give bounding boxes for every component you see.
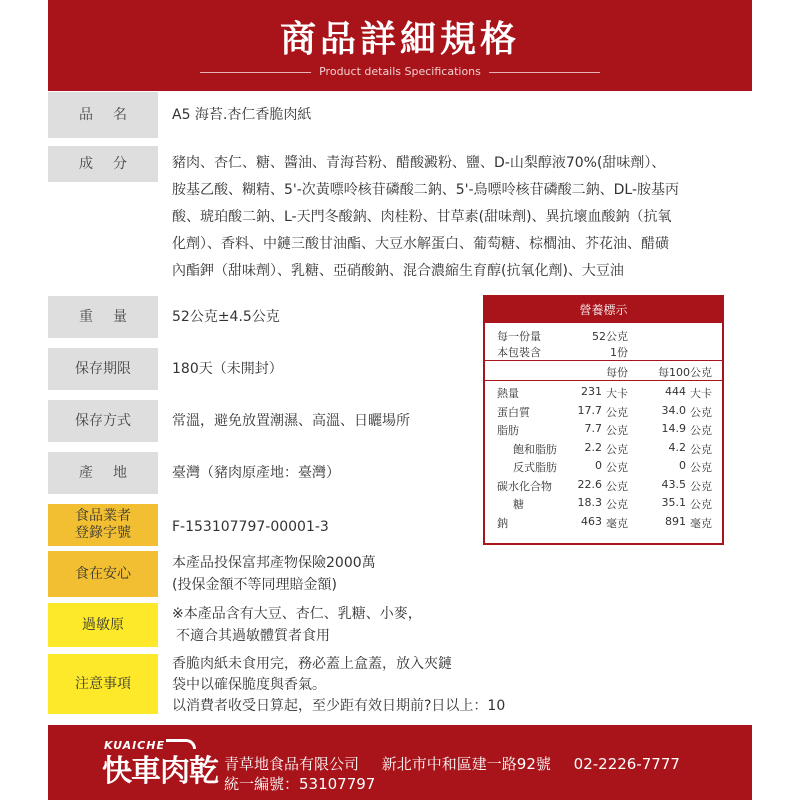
page-subtitle: Product details Specifications bbox=[311, 64, 489, 80]
company-name: 青草地食品有限公司 bbox=[224, 755, 360, 773]
spec-label: 重量 bbox=[48, 296, 158, 338]
company-address: 新北市中和區建一路92號 bbox=[381, 755, 551, 773]
nutrient-per-serving-value: 231 bbox=[581, 385, 602, 398]
spec-row-allergen bbox=[48, 603, 752, 647]
ingredients-line: 酸、琥珀酸二鈉、L-天門冬酸鈉、肉桂粉、甘草素(甜味劑)、異抗壞血酸鈉（抗氧 bbox=[172, 209, 672, 225]
allergen-line: 不適合其過敏體質者食用 bbox=[176, 628, 330, 644]
spec-row-insurance bbox=[48, 551, 752, 597]
spec-value: 180天（未開封） bbox=[172, 361, 283, 377]
nutrient-per-serving-value: 463 bbox=[581, 514, 602, 528]
nutrient-per-100g-unit: 公克 bbox=[690, 461, 712, 474]
footer-contact bbox=[224, 753, 698, 774]
nutrition-column-headers bbox=[485, 361, 722, 381]
spec-label: 過敏原 bbox=[48, 603, 158, 647]
spec-label bbox=[48, 504, 158, 546]
page-header bbox=[48, 0, 752, 91]
nutrient-per-serving-unit: 公克 bbox=[606, 498, 628, 511]
spec-value: A5 海苔.杏仁香脆肉紙 bbox=[172, 107, 312, 123]
insurance-line: (投保金額不等同理賠金額) bbox=[172, 577, 337, 593]
nutrient-name: 飽和脂肪 bbox=[513, 442, 557, 456]
spec-label: 產地 bbox=[48, 452, 158, 494]
spec-row-name bbox=[48, 92, 752, 138]
ingredients-list bbox=[172, 150, 752, 285]
nutrient-per-100g-unit: 公克 bbox=[690, 424, 712, 437]
spec-label: 食在安心 bbox=[48, 551, 158, 597]
notes-line: 香脆肉紙未食用完，務必蓋上盒蓋，放入夾鏈 bbox=[172, 656, 452, 672]
nutrient-per-100g-unit: 公克 bbox=[690, 479, 712, 493]
nutrient-name: 鈉 bbox=[497, 516, 508, 530]
nutrient-per-serving-unit: 公克 bbox=[606, 424, 628, 437]
nutrient-per-100g-value: 4.2 bbox=[668, 440, 686, 454]
company-tax-id: 統一編號：53107797 bbox=[224, 775, 376, 793]
spec-value: F-153107797-00001-3 bbox=[172, 519, 329, 535]
ingredients-line: 內酯鉀（甜味劑）、乳糖、亞硝酸鈉、混合濃縮生育醇(抗氧化劑)、大豆油 bbox=[172, 263, 624, 279]
col-per-100g: 每100公克 bbox=[658, 366, 712, 379]
nutrient-per-100g-value: 14.9 bbox=[661, 422, 686, 435]
spec-label-line: 食品業者 bbox=[75, 508, 131, 524]
logo-swoosh-icon bbox=[166, 739, 196, 749]
nutrient-per-serving-value: 7.7 bbox=[584, 422, 602, 435]
brand-logo: 快車肉乾 bbox=[102, 754, 218, 789]
nutrient-name: 反式脂肪 bbox=[513, 461, 557, 474]
page-footer bbox=[48, 725, 752, 800]
spec-row-ingredients bbox=[48, 146, 752, 286]
servings-value: 1份 bbox=[610, 346, 628, 359]
nutrient-per-serving-unit: 公克 bbox=[606, 461, 628, 474]
nutrient-per-serving-unit: 公克 bbox=[606, 405, 628, 419]
spec-value bbox=[172, 603, 422, 647]
col-per-serving: 每份 bbox=[606, 366, 628, 379]
spec-value: 常溫，避免放置潮濕、高溫、日曬場所 bbox=[172, 413, 410, 429]
nutrient-name: 蛋白質 bbox=[497, 405, 530, 419]
serving-size-value: 52公克 bbox=[592, 330, 628, 343]
ingredients-line: 化劑）、香料、中鏈三酸甘油酯、大豆水解蛋白、葡萄糖、棕櫚油、芥花油、醋磺 bbox=[172, 236, 669, 252]
allergen-line: ※本產品含有大豆、杏仁、乳糖、小麥， bbox=[172, 606, 422, 622]
spec-value bbox=[172, 654, 505, 717]
nutrient-name: 熱量 bbox=[497, 387, 519, 400]
page-title: 商品詳細規格 bbox=[279, 19, 520, 60]
servings-label: 本包裝含 bbox=[497, 346, 541, 359]
spec-value: 臺灣（豬肉原產地：臺灣） bbox=[172, 465, 340, 481]
nutrient-per-serving-unit: 公克 bbox=[606, 479, 628, 493]
nutrient-per-100g-value: 0 bbox=[679, 459, 686, 472]
spec-label: 保存方式 bbox=[48, 400, 158, 442]
nutrient-per-100g-unit: 大卡 bbox=[690, 387, 712, 400]
nutrient-per-serving-unit: 毫克 bbox=[606, 516, 628, 530]
serving-size-label: 每一份量 bbox=[497, 330, 541, 343]
nutrient-per-serving-value: 0 bbox=[595, 459, 602, 472]
spec-row-notes bbox=[48, 654, 752, 714]
nutrient-per-100g-unit: 公克 bbox=[690, 405, 712, 419]
spec-value: 52公克±4.5公克 bbox=[172, 309, 280, 325]
spec-value bbox=[172, 552, 376, 596]
nutrient-per-serving-value: 17.7 bbox=[577, 403, 602, 417]
nutrient-name: 碳水化合物 bbox=[497, 479, 552, 493]
nutrient-per-100g-value: 35.1 bbox=[661, 496, 686, 509]
nutrition-facts-table bbox=[483, 295, 724, 545]
nutrient-per-100g-unit: 毫克 bbox=[690, 516, 712, 530]
nutrition-title: 營養標示 bbox=[485, 297, 722, 323]
nutrient-per-100g-value: 444 bbox=[665, 385, 686, 398]
company-phone: 02-2226-7777 bbox=[573, 755, 680, 773]
ingredients-line: 胺基乙酸、糊精、5'-次黃嘌呤核苷磷酸二鈉、5'-鳥嘌呤核苷磷酸二鈉、DL-胺基丙 bbox=[172, 182, 679, 198]
nutrition-rows bbox=[485, 381, 722, 543]
nutrient-per-serving-value: 22.6 bbox=[577, 477, 602, 491]
ingredients-line: 豬肉、杏仁、糖、醬油、青海苔粉、醋酸澱粉、鹽、D-山梨醇液70%(甜味劑）、 bbox=[172, 155, 666, 171]
nutrient-name: 糖 bbox=[513, 498, 524, 511]
nutrient-per-serving-unit: 公克 bbox=[606, 442, 628, 456]
nutrient-per-serving-value: 2.2 bbox=[584, 440, 602, 454]
nutrient-per-serving-unit: 大卡 bbox=[606, 387, 628, 400]
nutrient-name: 脂肪 bbox=[497, 424, 519, 437]
spec-label-line: 登錄字號 bbox=[75, 525, 131, 541]
spec-label: 保存期限 bbox=[48, 348, 158, 390]
notes-line: 以消費者收受日算起，至少距有效日期前?日以上：10 bbox=[172, 698, 506, 714]
nutrient-per-100g-value: 34.0 bbox=[661, 403, 686, 417]
brand-logo-small-text: KUAICHE bbox=[104, 739, 165, 752]
nutrient-per-100g-unit: 公克 bbox=[690, 442, 712, 456]
spec-label: 成分 bbox=[48, 146, 158, 182]
nutrient-per-serving-value: 18.3 bbox=[577, 496, 602, 509]
nutrition-serving-info bbox=[485, 323, 722, 361]
spec-label: 品名 bbox=[48, 92, 158, 138]
insurance-line: 本產品投保富邦產物保險2000萬 bbox=[172, 555, 376, 571]
nutrient-per-100g-value: 891 bbox=[665, 514, 686, 528]
nutrient-per-100g-unit: 公克 bbox=[690, 498, 712, 511]
spec-label: 注意事項 bbox=[48, 654, 158, 714]
nutrient-per-100g-value: 43.5 bbox=[661, 477, 686, 491]
notes-line: 袋中以確保脆度與香氣。 bbox=[172, 677, 326, 693]
